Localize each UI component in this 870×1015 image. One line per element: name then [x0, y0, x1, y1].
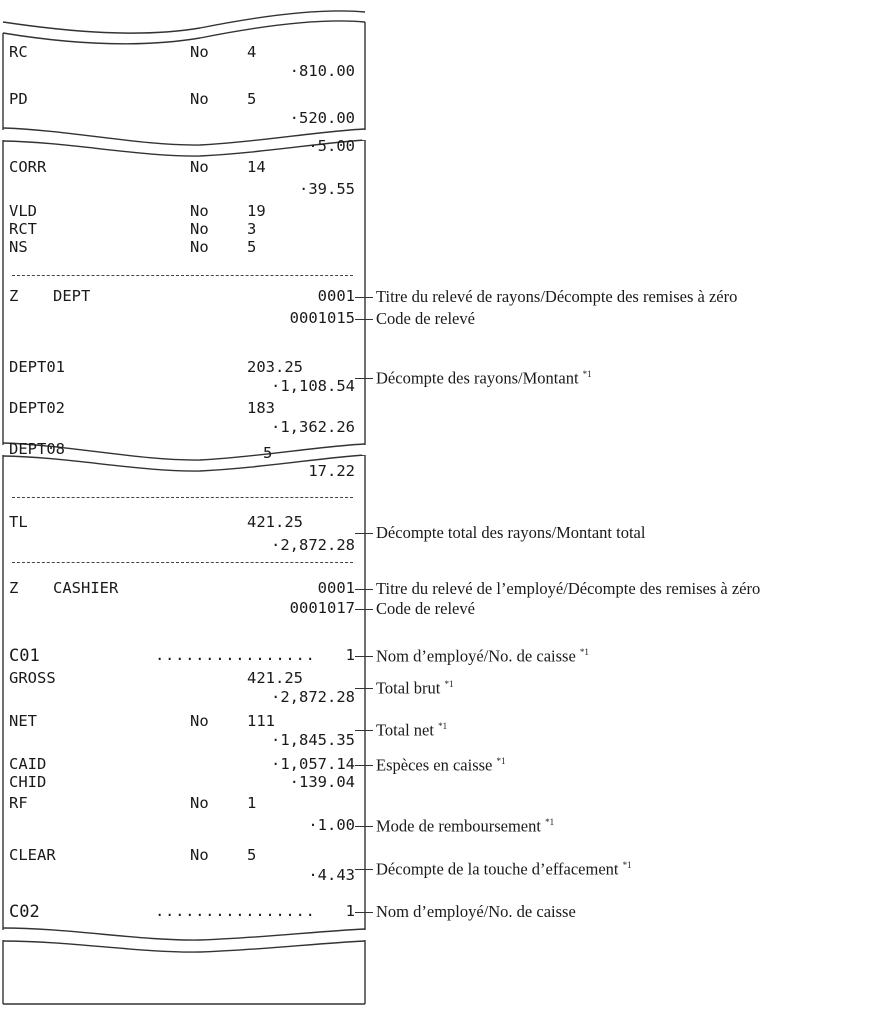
rf-count: 1 [247, 794, 257, 812]
caid-amount: ·1,057.14 [271, 755, 355, 773]
rf-label: RF [9, 794, 28, 812]
ns-no: No [190, 238, 209, 256]
annotation-total: Décompte total des rayons/Montant total [376, 523, 646, 542]
vld-count: 19 [247, 202, 266, 220]
pd-label: PD [9, 90, 28, 108]
dept-title: DEPT [53, 287, 91, 305]
pd-count: 5 [247, 90, 257, 108]
cashier-reset-count: 0001 [317, 579, 355, 597]
tl-label: TL [9, 513, 28, 531]
dept02-label: DEPT02 [9, 399, 65, 417]
annotation-clear: Décompte de la touche d’effacement $^{*1}$ [376, 859, 632, 879]
annotation-refund: Mode de remboursement $^{*1}$ [376, 816, 555, 836]
gross-amount: ·2,872.28 [271, 688, 355, 706]
dept01-amount: ·1,108.54 [271, 377, 355, 395]
annotation-dept-title: Titre du relevé de rayons/Décompte des remises à zéro [376, 287, 738, 306]
c02-value: 1 [345, 902, 355, 920]
rf-no: No [190, 794, 209, 812]
ns-count: 5 [247, 238, 257, 256]
tl-count: 421.25 [247, 513, 303, 531]
receipt [3, 0, 365, 1015]
clear-count: 5 [247, 846, 257, 864]
vld-no: No [190, 202, 209, 220]
c01-dots: ................ [155, 646, 316, 664]
partial-amount: ·5.00 [308, 137, 355, 155]
c01-label: C01 [9, 646, 40, 666]
c01-value: 1 [345, 646, 355, 664]
tl-amount: ·2,872.28 [271, 536, 355, 554]
clear-label: CLEAR [9, 846, 56, 864]
leader-line [355, 688, 373, 689]
corr-label: CORR [9, 158, 47, 176]
rc-label: RC [9, 43, 28, 61]
leader-line [355, 912, 373, 913]
leader-line [355, 765, 373, 766]
leader-line [355, 378, 373, 379]
corr-amount: ·39.55 [299, 180, 355, 198]
rf-amount: ·1.00 [308, 816, 355, 834]
dept02-amount: ·1,362.26 [271, 418, 355, 436]
dashed-separator [12, 275, 353, 276]
annotation-cash: Espèces en caisse $^{*1}$ [376, 755, 506, 775]
leader-line [355, 826, 373, 827]
chid-amount: ·139.04 [289, 773, 355, 791]
leader-line [355, 609, 373, 610]
annotation-cashier-title: Titre du relevé de l’employé/Décompte des remises à zéro [376, 579, 761, 598]
annotation-employee-name: Nom d’employé/No. de caisse $^{*1}$ [376, 646, 589, 666]
pd-no: No [190, 90, 209, 108]
rc-amount: ·810.00 [289, 62, 355, 80]
ns-label: NS [9, 238, 28, 256]
annotation-dept-counts: Décompte des rayons/Montant $^{*1}$ [376, 368, 592, 388]
caid-label: CAID [9, 755, 47, 773]
leader-line [355, 533, 373, 534]
vld-label: VLD [9, 202, 37, 220]
net-no: No [190, 712, 209, 730]
rc-no: No [190, 43, 209, 61]
rc-count: 4 [247, 43, 257, 61]
rct-no: No [190, 220, 209, 238]
leader-line [355, 656, 373, 657]
rct-label: RCT [9, 220, 37, 238]
cashier-z: Z [9, 579, 19, 597]
clear-amount: ·4.43 [308, 866, 355, 884]
gross-count: 421.25 [247, 669, 303, 687]
clear-no: No [190, 846, 209, 864]
leader-line [355, 319, 373, 320]
annotation-dept-code: Code de relevé [376, 309, 475, 328]
annotation-cashier-code: Code de relevé [376, 599, 475, 618]
dept08-count: 5 [263, 444, 273, 462]
dept-report-code: 0001015 [289, 309, 355, 327]
rct-count: 3 [247, 220, 257, 238]
net-amount: ·1,845.35 [271, 731, 355, 749]
corr-count: 14 [247, 158, 266, 176]
dept01-label: DEPT01 [9, 358, 65, 376]
chid-label: CHID [9, 773, 47, 791]
leader-line [355, 589, 373, 590]
dept-z: Z [9, 287, 19, 305]
dept08-amount: 17.22 [308, 462, 355, 480]
net-label: NET [9, 712, 37, 730]
cashier-title: CASHIER [53, 579, 119, 597]
leader-line [355, 730, 373, 731]
net-count: 111 [247, 712, 275, 730]
leader-line [355, 297, 373, 298]
dept01-count: 203.25 [247, 358, 303, 376]
dashed-separator [12, 497, 353, 498]
annotation-net: Total net $^{*1}$ [376, 720, 448, 740]
dept-reset-count: 0001 [317, 287, 355, 305]
c02-dots: ................ [155, 902, 316, 920]
pd-amount: ·520.00 [289, 109, 355, 127]
c02-label: C02 [9, 902, 40, 922]
dept02-count: 183 [247, 399, 275, 417]
gross-label: GROSS [9, 669, 56, 687]
cashier-report-code: 0001017 [289, 599, 355, 617]
annotation-employee-name-2: Nom d’employé/No. de caisse [376, 902, 576, 921]
dashed-separator [12, 562, 353, 563]
corr-no: No [190, 158, 209, 176]
leader-line [355, 869, 373, 870]
annotation-gross: Total brut $^{*1}$ [376, 678, 454, 698]
dept08-label: DEPT08 [9, 440, 65, 458]
